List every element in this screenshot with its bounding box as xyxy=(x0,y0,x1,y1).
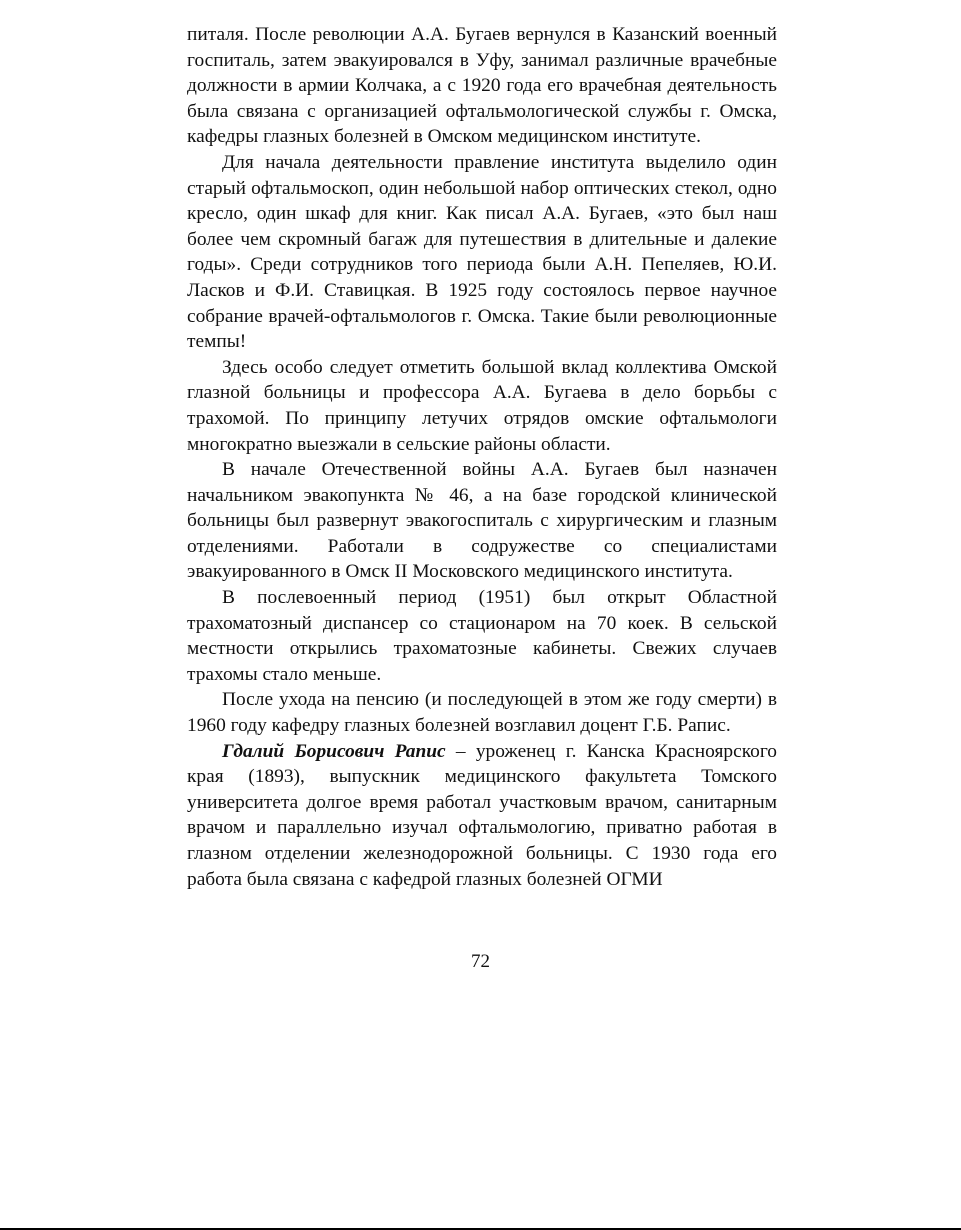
paragraph-2: Для начала деятельности правление института выделило один старый офтальмоскоп, один небольшой набор оптических стекол, одно кресло, один шкаф для книг. Как писал А.А. Бугаев, «это был наш более чем скромный багаж для путешествия в длительные и далекие годы». Среди сотрудников того периода были А.Н. Пепеляев, Ю.И. Ласков и Ф.И. Ставицкая. В 1925 году состоялось первое научное собрание врачей-офтальмологов г. Омска. Такие были революционные темпы! xyxy=(187,151,777,353)
paragraph-7 xyxy=(187,739,777,893)
body-text xyxy=(187,22,777,892)
paragraph-3: Здесь особо следует отметить большой вклад коллектива Омской глазной больницы и профессора А.А. Бугаева в дело борьбы с трахомой. По принципу летучих отрядов омские офтальмологи многократно выезжали в сельские районы области. xyxy=(187,356,777,455)
page-number: 72 xyxy=(471,951,490,972)
paragraph-7-text: – уроженец г. Канска Красноярского края (1893), выпускник медицинского факультета Томского университета долгое время работал участковым врачом, санитарным врачом и параллельно изучал офтальмологию, приватно работая в глазном отделении железнодорожной больницы. С 1930 года его работа была связана с кафедрой глазных болезней ОГМИ xyxy=(187,740,777,890)
person-name-heading: Гдалий Борисович Рапис xyxy=(222,740,446,762)
paragraph-6: После ухода на пенсию (и последующей в этом же году смерти) в 1960 году кафедру глазных болезней возглавил доцент Г.Б. Рапис. xyxy=(187,689,777,737)
paragraph-1: питаля. После революции А.А. Бугаев вернулся в Казанский военный госпиталь, затем эвакуировался в Уфу, занимал различные врачебные должности в армии Колчака, а с 1920 года его врачебная деятельность была связана с организацией офтальмологической службы г. Омска, кафедры глазных болезней в Омском медицинском институте. xyxy=(187,24,777,148)
paragraph-5: В послевоенный период (1951) был открыт Областной трахоматозный диспансер со стационаром на 70 коек. В сельской местности открылись трахоматозные кабинеты. Свежих случаев трахомы стало меньше. xyxy=(187,587,777,685)
paragraph-4: В начале Отечественной войны А.А. Бугаев был назначен начальником эвакопункта № 46, а на базе городской клинической больницы был развернут эвакогоспиталь с хирургическим и глазным отделениями. Работали в содружестве со специалистами эвакуированного в Омск II Московского медицинского института. xyxy=(187,459,777,583)
